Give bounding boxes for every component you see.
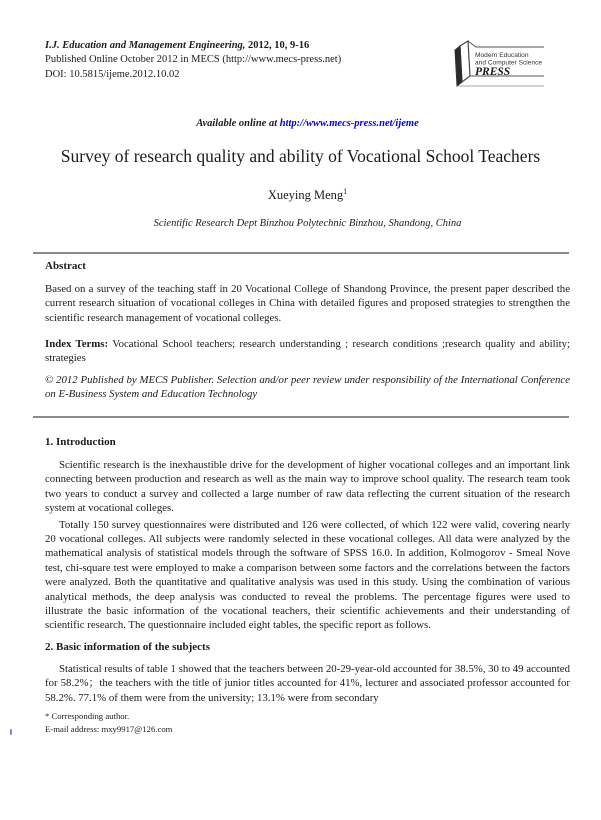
footnote — [45, 710, 445, 735]
copyright-notice: © 2012 Published by MECS Publisher. Selection and/or peer review under responsibility of the International Conference on E-Business System and Education Technology — [45, 374, 570, 401]
mecs-press-logo — [444, 36, 554, 100]
journal-header — [45, 39, 445, 82]
section-1-body — [45, 458, 570, 633]
logo-name-line2: and Computer Science — [475, 59, 543, 67]
author-line — [45, 187, 570, 203]
available-online-link[interactable]: http://www.mecs-press.net/ijeme — [279, 118, 419, 129]
available-online-prefix: Available online at — [196, 118, 280, 129]
section-1-paragraph-2: Totally 150 survey questionnaires were distributed and 126 were collected, of which 122 were valid, covering nearly 20 vocational colleges. All subjects were randomly selected in these vocational colleges. All data were analyzed by the mathematical analysis of statistical models through the software of SPSS 16.0. In addition, Kolmogorov - Smeal Nove test, chi-square test were employed to make a comparison between some factors and the correlations between the factors were analyzed. Both the quantitative and qualitative analysis was used in this study. Using the combination of various analytical methods, the deep analysis was conducted to reveal the problems. The percentage figures were used to illustrate the basic information of the vocational teachers, their scientific achievements and their understanding of scientific research. The questionnaire included eight tables, the specific report as follows. — [45, 518, 570, 632]
available-online-line — [45, 118, 570, 129]
published-online-line: Published Online October 2012 in MECS (http://www.mecs-press.net) — [45, 54, 342, 66]
index-terms — [45, 337, 570, 366]
book-icon — [444, 36, 554, 100]
scan-artifact — [10, 729, 12, 735]
logo-press-word: PRESS — [475, 66, 511, 78]
journal-issue: 2012, 10, 9-16 — [245, 40, 310, 51]
section-1-paragraph-1: Scientific research is the inexhaustible drive for the development of higher vocational colleges and an important link connecting between production and research as well as the main way to improve school quality. The research team took two years to conduct a survey and collected a large number of raw data reflecting the current situation of the research system at vocational colleges. — [45, 459, 570, 515]
section-2-paragraph-1: Statistical results of table 1 showed that the teachers between 20-29-year-old accounted for 38.5%, 30 to 49 accounted for 58.2%；the teachers with the title of junior titles accounted for 41%, lecturer and associated professor accounted for 58.2%. 77.1% of them were from the university; 13.1% were from secondary — [45, 663, 570, 704]
index-terms-list: Vocational School teachers; research understanding ; research conditions ;research quality and ability; strategies — [45, 338, 570, 365]
logo-name-line1: Modern Education — [475, 52, 529, 59]
svg-text:Modern Education — [475, 52, 529, 59]
section-2-body — [45, 662, 570, 705]
horizontal-rule-bottom — [33, 416, 569, 418]
horizontal-rule-top — [33, 252, 569, 254]
doi-line: DOI: 10.5815/ijeme.2012.10.02 — [45, 68, 180, 80]
abstract-body: Based on a survey of the teaching staff in 20 Vocational College of Shandong Province, the present paper described the current research situation of vocational colleges in China with detailed figures and proposed strategies to strengthen the scientific research management of vocational colleges. — [45, 283, 570, 324]
corresponding-author-note: * Corresponding author. — [45, 711, 130, 721]
section-2-heading: 2. Basic information of the subjects — [45, 641, 210, 653]
article-title: Survey of research quality and ability of Vocational School Teachers — [60, 146, 541, 166]
author-affiliation-marker: 1 — [343, 187, 348, 196]
author-name: Xueying Meng — [267, 188, 344, 203]
journal-title-line — [45, 39, 445, 53]
index-terms-label: Index Terms: — [45, 338, 109, 350]
abstract-heading: Abstract — [45, 260, 86, 272]
author-affiliation: Scientific Research Dept Binzhou Polytechnic Binzhou, Shandong, China — [153, 218, 462, 229]
email-address-note: E-mail address: mxy9917@126.com — [45, 723, 173, 734]
section-1-heading: 1. Introduction — [45, 436, 116, 448]
svg-text:PRESS — [475, 66, 510, 78]
journal-title: I.J. Education and Management Engineering, — [45, 40, 246, 51]
